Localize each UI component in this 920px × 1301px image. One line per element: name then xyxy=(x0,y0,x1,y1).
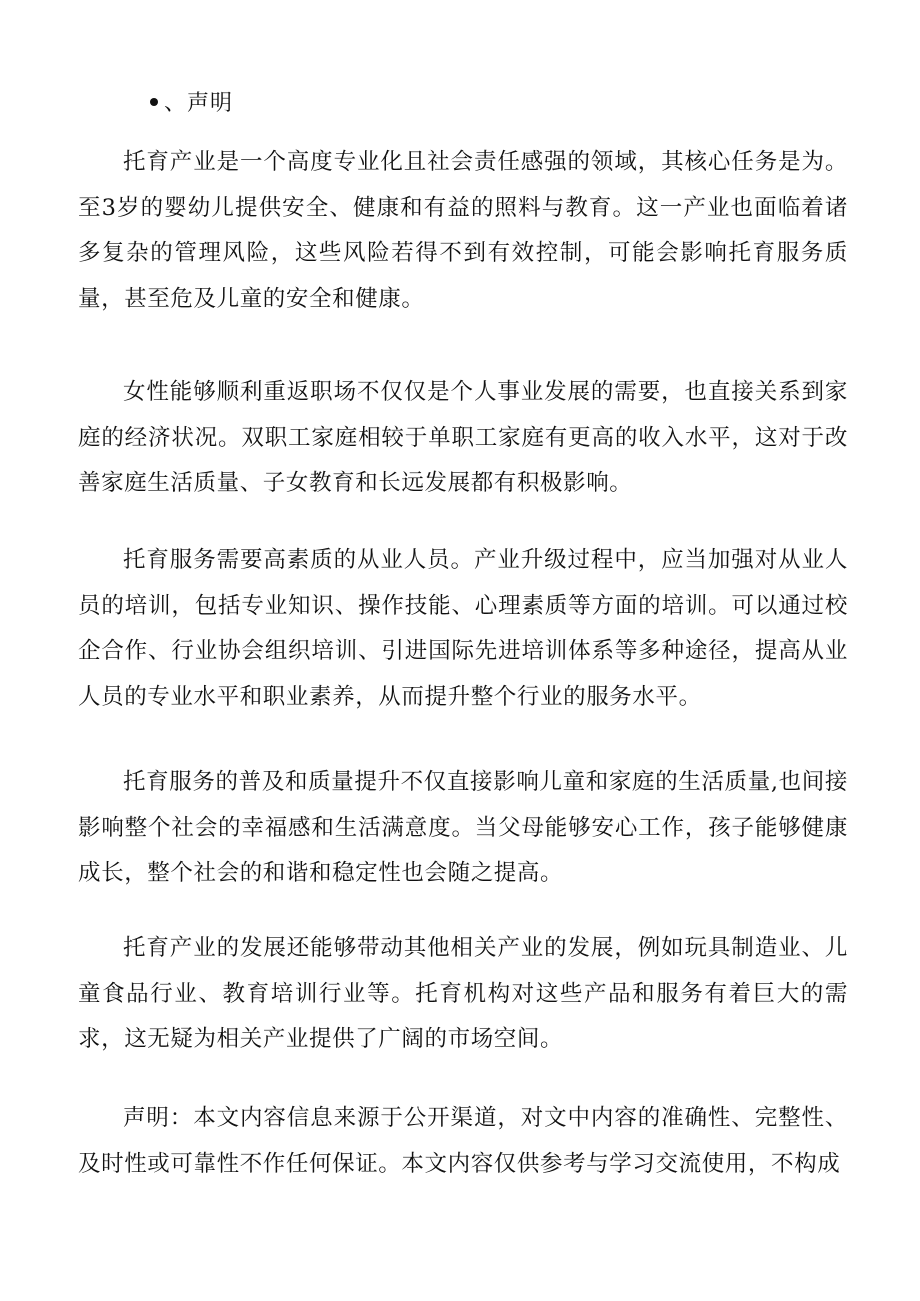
section-heading xyxy=(150,86,233,122)
disclaimer-paragraph: 声明：本文内容信息来源于公开渠道，对文中内容的准确性、完整性、及时性或可靠性不作任何保证。本文内容仅供参考与学习交流使用，不构成 xyxy=(78,1105,848,1177)
bullet-dot-icon xyxy=(150,98,158,106)
paragraph-1: 托育产业是一个高度专业化且社会责任感强的领域，其核心任务是为。至3岁的婴幼儿提供安全、健康和有益的照料与教育。这一产业也面临着诸多复杂的管理风险，这些风险若得不到有效控制，可能会影响托育服务质量，甚至危及儿童的安全和健康。 xyxy=(78,149,848,312)
paragraph-2: 女性能够顺利重返职场不仅仅是个人事业发展的需要，也直接关系到家庭的经济状况。双职工家庭相较于单职工家庭有更高的收入水平，这对于改善家庭生活质量、子女教育和长远发展都有积极影响。 xyxy=(78,379,848,497)
paragraph-4: 托育服务的普及和质量提升不仅直接影响儿童和家庭的生活质量,也间接影响整个社会的幸福感和生活满意度。当父母能够安心工作，孩子能够健康成长，整个社会的和谐和稳定性也会随之提高。 xyxy=(78,769,848,887)
paragraph-3: 托育服务需要高素质的从业人员。产业升级过程中，应当加强对从业人员的培训，包括专业知识、操作技能、心理素质等方面的培训。可以通过校企合作、行业协会组织培训、引进国际先进培训体系等多种途径，提高从业人员的专业水平和职业素养，从而提升整个行业的服务水平。 xyxy=(78,547,848,710)
paragraph-5: 托育产业的发展还能够带动其他相关产业的发展，例如玩具制造业、儿童食品行业、教育培训行业等。托育机构对这些产品和服务有着巨大的需求，这无疑为相关产业提供了广阔的市场空间。 xyxy=(78,935,848,1053)
section-heading-text: 、声明 xyxy=(164,91,234,116)
